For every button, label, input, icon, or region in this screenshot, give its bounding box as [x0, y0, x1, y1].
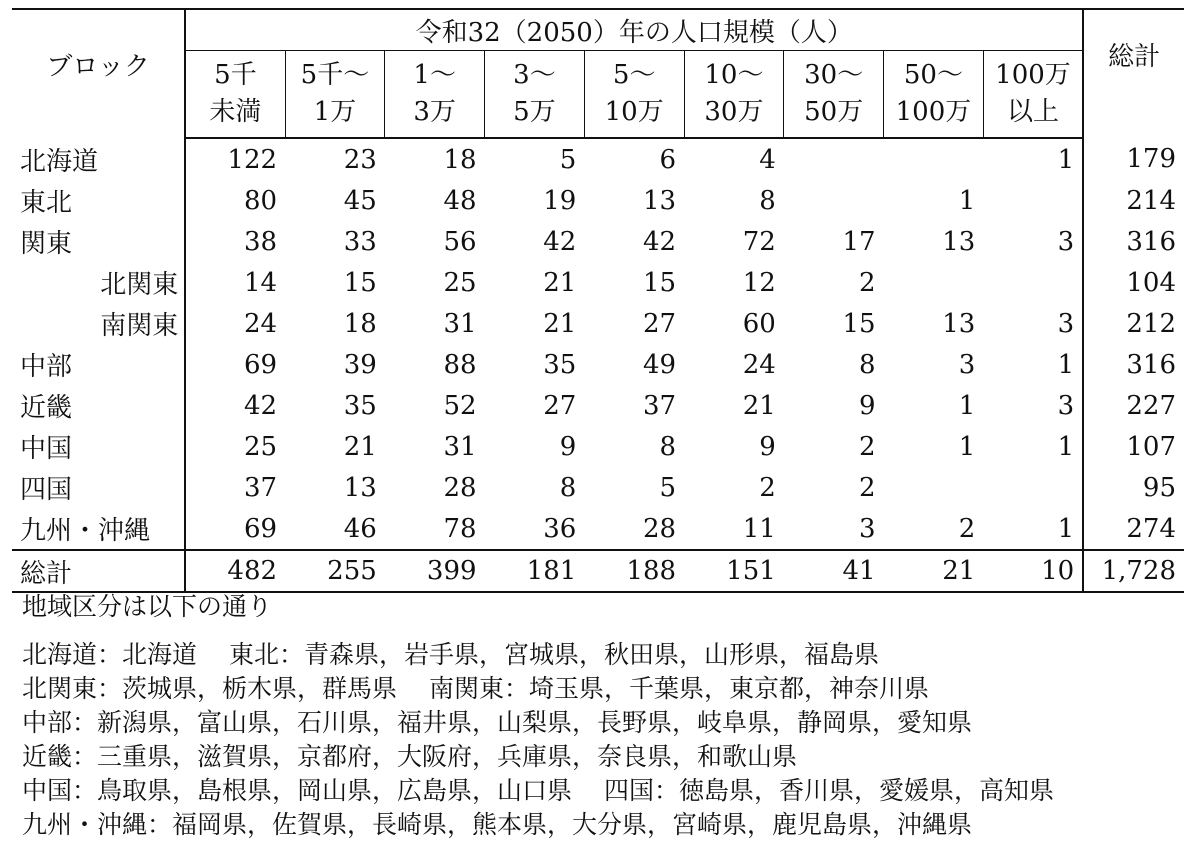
notes-heading: 地域区分は以下の通り — [22, 592, 273, 621]
size-column-header-line2: 以上 — [1006, 97, 1059, 127]
count-cell: 14 — [243, 267, 278, 298]
row-total-cell: 104 — [1126, 267, 1176, 298]
size-column-header-line1: 30～ — [804, 60, 864, 90]
count-cell — [983, 262, 1083, 303]
row-total-cell: 214 — [1126, 185, 1176, 216]
notes-segment: 南関東：埼玉県，千葉県，東京都，神奈川県 — [429, 674, 930, 703]
count-cell: 21 — [343, 431, 377, 462]
region-name: 九州・沖縄 — [12, 508, 185, 550]
count-cell: 1 — [983, 426, 1083, 467]
count-cell: 9 — [859, 390, 876, 421]
size-column-header-line1: 3～ — [513, 60, 556, 90]
count-cell: 8 — [759, 185, 776, 216]
count-cell: 1 — [958, 431, 976, 462]
total-row — [12, 550, 1184, 592]
count-cell: 31 — [443, 308, 477, 339]
count-cell: 19 — [543, 185, 577, 216]
count-cell: 49 — [642, 349, 677, 380]
notes-segment: 東北：青森県，岩手県，宮城県，秋田県，山形県，福島県 — [229, 640, 880, 669]
count-cell: 12 — [742, 267, 776, 298]
size-column-header-line1: 5千～ — [300, 60, 370, 90]
notes-line — [22, 774, 1054, 808]
count-cell — [983, 467, 1083, 508]
count-cell: 25 — [243, 431, 278, 462]
count-cell: 13 — [942, 308, 976, 339]
region-name: 四国 — [12, 467, 185, 508]
count-cell — [884, 262, 984, 303]
row-total-cell: 95 — [1142, 472, 1176, 503]
count-cell: 255 — [285, 550, 385, 592]
count-cell: 2 — [859, 472, 876, 503]
count-cell: 72 — [742, 226, 776, 257]
size-column-header-line1: 100万 — [995, 60, 1071, 90]
count-cell: 15 — [642, 267, 677, 298]
size-column-header-line2: 未満 — [209, 97, 262, 127]
table-row — [12, 508, 1184, 550]
table-row — [12, 262, 1184, 303]
row-total-cell: 1,728 — [1083, 550, 1184, 592]
count-cell: 60 — [742, 308, 776, 339]
size-column-header-line1: 50～ — [903, 60, 963, 90]
count-cell — [983, 180, 1083, 221]
count-cell: 3 — [983, 303, 1083, 344]
population-size-table — [12, 8, 1184, 593]
size-column-header — [884, 51, 984, 139]
size-column-header — [285, 51, 385, 139]
count-cell: 52 — [443, 390, 477, 421]
region-name: 北関東 — [12, 262, 185, 303]
count-cell: 10 — [983, 550, 1083, 592]
size-column-header — [784, 51, 884, 139]
count-cell: 35 — [543, 349, 577, 380]
count-cell: 39 — [343, 349, 377, 380]
count-cell: 24 — [243, 308, 278, 339]
count-cell: 36 — [543, 513, 577, 544]
notes-segment: 中部：新潟県，富山県，石川県，福井県，山梨県，長野県，岐阜県，静岡県，愛知県 — [22, 708, 973, 737]
size-column-header-line1: 5～ — [612, 60, 656, 90]
region-name: 関東 — [12, 221, 185, 262]
size-column-header-line2: 3万 — [413, 97, 456, 127]
count-cell: 69 — [243, 349, 278, 380]
count-cell: 18 — [443, 144, 477, 175]
count-cell: 15 — [343, 267, 377, 298]
region-notes — [22, 590, 1054, 842]
notes-line — [22, 808, 1054, 842]
count-cell: 5 — [659, 472, 677, 503]
notes-segment: 中国：鳥取県，島根県，岡山県，広島県，山口県 — [22, 776, 573, 805]
count-cell: 17 — [842, 226, 876, 257]
count-cell: 1 — [983, 138, 1083, 180]
count-cell: 6 — [659, 144, 677, 175]
count-cell: 4 — [759, 144, 776, 175]
region-name: 東北 — [12, 180, 185, 221]
table-row — [12, 467, 1184, 508]
row-total-cell: 179 — [1126, 144, 1176, 174]
count-cell: 28 — [443, 472, 477, 503]
count-cell: 37 — [642, 390, 677, 421]
population-size-group-header: 令和32（2050）年の人口規模（人） — [185, 9, 1083, 51]
count-cell: 181 — [485, 550, 585, 592]
block-column-header: ブロック — [46, 51, 150, 82]
count-cell: 1 — [958, 390, 976, 421]
table-row — [12, 426, 1184, 467]
size-column-header-line1: 5千 — [214, 60, 257, 90]
count-cell: 15 — [842, 308, 876, 339]
count-cell: 5 — [559, 144, 577, 175]
table-row — [12, 385, 1184, 426]
count-cell: 48 — [443, 185, 477, 216]
count-cell: 78 — [443, 513, 477, 544]
count-cell — [784, 138, 884, 180]
count-cell: 88 — [443, 349, 477, 380]
size-column-header-line2: 5万 — [513, 97, 556, 127]
region-name: 総計 — [12, 550, 185, 592]
count-cell: 1 — [983, 508, 1083, 550]
count-cell: 482 — [185, 550, 285, 592]
size-column-header — [385, 51, 485, 139]
notes-line — [22, 706, 1054, 740]
size-column-header — [983, 51, 1083, 139]
count-cell: 13 — [343, 472, 377, 503]
count-cell: 2 — [859, 267, 876, 298]
size-column-header-line1: 10～ — [704, 60, 764, 90]
count-cell: 24 — [742, 349, 776, 380]
count-cell: 3 — [958, 349, 976, 380]
count-cell: 1 — [958, 185, 976, 216]
size-column-header — [485, 51, 585, 139]
region-name: 近畿 — [12, 385, 185, 426]
size-column-header — [684, 51, 784, 139]
count-cell: 27 — [543, 390, 577, 421]
count-cell: 13 — [942, 226, 976, 257]
count-cell: 31 — [443, 431, 477, 462]
count-cell: 23 — [343, 144, 377, 175]
row-total-cell: 227 — [1126, 390, 1176, 421]
notes-segment: 近畿：三重県，滋賀県，京都府，大阪府，兵庫県，奈良県，和歌山県 — [22, 742, 798, 771]
count-cell: 35 — [343, 390, 377, 421]
count-cell: 188 — [584, 550, 684, 592]
count-cell: 42 — [543, 226, 577, 257]
count-cell: 3 — [983, 385, 1083, 426]
count-cell: 151 — [684, 550, 784, 592]
region-name: 北海道 — [12, 138, 185, 180]
region-name: 中部 — [12, 344, 185, 385]
count-cell: 122 — [227, 144, 278, 175]
row-total-cell: 316 — [1126, 226, 1176, 257]
count-cell: 13 — [642, 185, 677, 216]
count-cell: 2 — [958, 513, 976, 544]
count-cell: 27 — [642, 308, 677, 339]
count-cell: 3 — [859, 513, 876, 544]
count-cell: 33 — [343, 226, 377, 257]
size-column-header — [185, 51, 285, 139]
count-cell: 21 — [543, 308, 577, 339]
size-column-header-line2: 30万 — [704, 97, 764, 127]
total-column-header: 総計 — [1083, 9, 1184, 138]
region-name: 南関東 — [12, 303, 185, 344]
row-total-cell: 212 — [1126, 308, 1176, 339]
count-cell: 8 — [859, 349, 876, 380]
count-cell: 69 — [243, 513, 278, 544]
table-row — [12, 303, 1184, 344]
notes-segment: 九州・沖縄：福岡県，佐賀県，長崎県，熊本県，大分県，宮崎県，鹿児島県，沖縄県 — [22, 810, 973, 839]
notes-segment: 北関東：茨城県，栃木県，群馬県 — [22, 674, 398, 703]
size-column-header — [584, 51, 684, 139]
count-cell: 2 — [759, 472, 776, 503]
table-row — [12, 138, 1184, 180]
count-cell: 9 — [559, 431, 577, 462]
count-cell: 8 — [559, 472, 577, 503]
count-cell: 3 — [983, 221, 1083, 262]
size-column-header-line2: 1万 — [313, 97, 357, 127]
notes-line — [22, 672, 1054, 706]
count-cell: 8 — [659, 431, 677, 462]
size-column-header-line2: 100万 — [895, 97, 972, 127]
count-cell: 45 — [343, 185, 377, 216]
count-cell: 46 — [343, 513, 377, 544]
row-total-cell: 107 — [1126, 431, 1176, 462]
count-cell: 21 — [543, 267, 577, 298]
count-cell — [784, 180, 884, 221]
count-cell — [884, 138, 984, 180]
table-row — [12, 221, 1184, 262]
table-row — [12, 180, 1184, 221]
count-cell: 1 — [983, 344, 1083, 385]
count-cell: 42 — [642, 226, 677, 257]
count-cell — [884, 467, 984, 508]
notes-segment: 北海道：北海道 — [22, 640, 198, 669]
count-cell: 25 — [443, 267, 477, 298]
count-cell: 2 — [859, 431, 876, 462]
count-cell: 56 — [443, 226, 477, 257]
size-column-header-line1: 1～ — [413, 60, 456, 90]
count-cell: 399 — [385, 550, 485, 592]
size-column-header-line2: 10万 — [604, 97, 664, 127]
count-cell: 41 — [784, 550, 884, 592]
table-row — [12, 344, 1184, 385]
size-column-header-line2: 50万 — [804, 97, 864, 127]
notes-line — [22, 740, 1054, 774]
count-cell: 21 — [884, 550, 984, 592]
count-cell: 80 — [243, 185, 278, 216]
count-cell: 18 — [343, 308, 377, 339]
region-name: 中国 — [12, 426, 185, 467]
count-cell: 38 — [243, 226, 278, 257]
count-cell: 11 — [742, 513, 776, 544]
count-cell: 37 — [243, 472, 278, 503]
count-cell: 42 — [243, 390, 278, 421]
notes-line — [22, 638, 1054, 672]
count-cell: 9 — [759, 431, 776, 462]
row-total-cell: 316 — [1126, 349, 1176, 380]
row-total-cell: 274 — [1126, 513, 1176, 544]
notes-segment: 四国：徳島県，香川県，愛媛県，高知県 — [604, 776, 1055, 805]
count-cell: 21 — [742, 390, 776, 421]
count-cell: 28 — [642, 513, 677, 544]
